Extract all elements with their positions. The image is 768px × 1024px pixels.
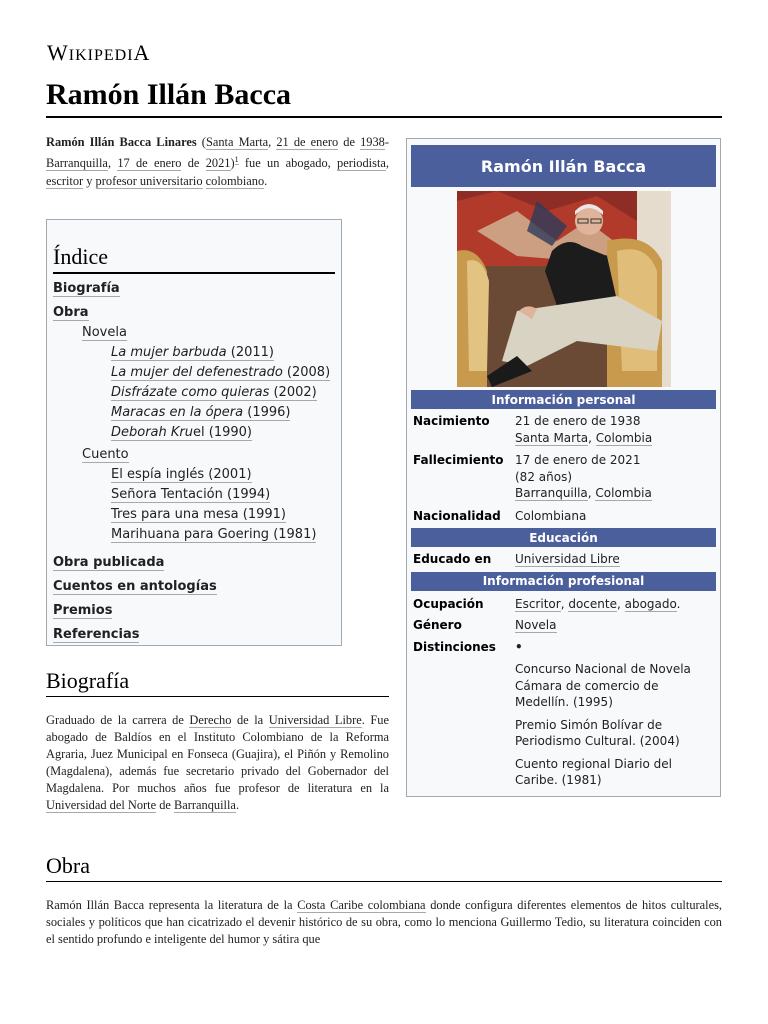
link-santa-marta[interactable]: Santa Marta <box>515 430 589 445</box>
infobox-value <box>515 596 714 613</box>
infobox-value <box>515 639 714 789</box>
lead-text: , <box>268 135 277 149</box>
toc-item-obra-publicada[interactable]: Obra publicada <box>53 555 165 570</box>
birth-date: 21 de enero de 1938 <box>515 414 641 428</box>
link-universidad-libre[interactable]: Universidad Libre <box>515 552 620 566</box>
separator: , <box>560 596 569 611</box>
biografia-paragraph <box>46 712 389 814</box>
lead-text: fue un abogado, <box>238 156 338 171</box>
toc-book-year: (2008) <box>282 365 331 380</box>
lead-text: y <box>83 174 96 189</box>
toc-book-year: (2011) <box>226 345 274 360</box>
toc-book-year: (1996) <box>243 405 291 420</box>
infobox-label: Nacimiento <box>413 414 490 428</box>
infobox-value: Colombiana <box>515 508 587 523</box>
toc-item-referencias[interactable]: Referencias <box>53 627 140 642</box>
toc-item-deborah-kruel[interactable] <box>111 425 252 441</box>
link-periodista[interactable]: periodista <box>337 156 386 171</box>
link-santa-marta[interactable]: Santa Marta <box>205 135 269 149</box>
toc-list <box>47 279 341 645</box>
link-universidad-libre[interactable]: Universidad Libre <box>268 713 362 727</box>
toc-item-premios[interactable]: Premios <box>53 603 113 618</box>
toc-book-title-rest: el <box>193 425 205 440</box>
award-item: Concurso Nacional de Novela Cámara de comercio de Medellín. (1995) <box>515 662 691 709</box>
infobox-value <box>515 551 714 568</box>
portrait-photo[interactable] <box>457 191 671 387</box>
infobox-label: Educado en <box>413 552 492 566</box>
link-derecho[interactable]: Derecho <box>189 713 232 727</box>
toc-book-year: (2002) <box>269 385 317 400</box>
link-barranquilla[interactable]: Barranquilla <box>46 156 108 171</box>
body-text: Graduado de la carrera de <box>46 713 190 727</box>
infobox-row-genero <box>413 617 714 634</box>
separator: , <box>588 430 596 445</box>
link-barranquilla[interactable]: Barranquilla <box>515 486 588 500</box>
table-of-contents <box>46 219 342 646</box>
toc-item-tres-para-una-mesa[interactable]: Tres para una mesa (1991) <box>111 507 286 522</box>
bullet: • <box>515 639 523 654</box>
link-birth-year[interactable]: 1938 <box>360 135 385 149</box>
obra-paragraph <box>46 897 722 948</box>
body-text: de la <box>231 713 269 727</box>
lead-text: , <box>107 156 118 171</box>
link-profesor-universitario[interactable]: profesor universitario <box>95 174 203 189</box>
toc-item-maracas-en-la-opera[interactable] <box>111 405 290 421</box>
body-text: . <box>235 798 240 812</box>
lead-text: de <box>181 156 206 171</box>
toc-item-disfrazate-como-quieras[interactable] <box>111 385 317 401</box>
link-birth-date[interactable]: 21 de enero <box>276 135 339 149</box>
infobox-row-distinciones <box>413 639 714 789</box>
reference-link[interactable]: 1 <box>234 155 239 164</box>
link-novela[interactable]: Novela <box>515 618 557 632</box>
lead-paragraph <box>46 133 389 190</box>
infobox-label: Nacionalidad <box>413 508 501 523</box>
infobox-row-educado-en <box>413 551 714 568</box>
wordmark-part: W <box>47 40 69 65</box>
link-escritor[interactable]: Escritor <box>515 596 561 611</box>
lead-text: ) <box>230 156 235 171</box>
separator: , <box>587 486 596 500</box>
toc-heading: Índice <box>53 244 335 274</box>
link-barranquilla[interactable]: Barranquilla <box>174 798 236 812</box>
infobox-section-educacion: Educación <box>411 528 716 547</box>
infobox-value <box>515 413 714 446</box>
body-text: . Fue abogado de Baldíos en el Instituto Colombiano de la Reforma Agraria, Juez Municipal en Fonseca (Guajira), el Piñón y Remolino (Magdalena), además fue secretario privado del Gobernador del Magdalena. Por muchos años fue profesor de literatura en la <box>46 713 389 795</box>
toc-item-cuento[interactable]: Cuento <box>82 447 129 462</box>
link-death-year[interactable]: 2021 <box>205 156 231 171</box>
wordmark-part: A <box>133 40 151 65</box>
toc-item-cuentos-en-antologias[interactable]: Cuentos en antologías <box>53 579 217 594</box>
body-text: de <box>156 798 174 812</box>
award-item: Cuento regional Diario del Caribe. (1981) <box>515 756 672 787</box>
infobox <box>406 138 721 797</box>
infobox-value <box>515 452 714 502</box>
infobox-label: Fallecimiento <box>413 453 504 467</box>
toc-book-title: La mujer barbuda <box>111 345 227 360</box>
infobox-row-fallecimiento <box>413 452 714 502</box>
toc-item-la-mujer-del-defenestrado[interactable] <box>111 365 330 381</box>
toc-book-title: La mujer del defenestrado <box>111 365 283 380</box>
body-text: Ramón Illán Bacca representa la literatura de la <box>46 898 298 912</box>
toc-book-title: Deborah Kru <box>111 425 194 440</box>
link-universidad-del-norte[interactable]: Universidad del Norte <box>46 798 157 812</box>
wikipedia-wordmark[interactable] <box>47 40 150 66</box>
link-colombia[interactable]: Colombia <box>595 486 652 500</box>
separator: , <box>616 596 625 611</box>
infobox-label: Género <box>413 618 462 632</box>
toc-item-obra[interactable]: Obra <box>53 305 89 320</box>
infobox-label: Ocupación <box>413 596 484 611</box>
lead-text: , <box>385 156 390 171</box>
infobox-value <box>515 617 714 634</box>
infobox-section-personal: Información personal <box>411 390 716 409</box>
toc-item-novela[interactable]: Novela <box>82 325 127 340</box>
link-escritor[interactable]: escritor <box>46 174 84 189</box>
link-colombia[interactable]: Colombia <box>595 430 653 445</box>
toc-book-title: Disfrázate como quieras <box>111 385 270 400</box>
lead-text: de <box>338 135 361 149</box>
toc-item-senora-tentacion[interactable]: Señora Tentación (1994) <box>111 487 271 502</box>
lead-bold-name: Ramón Illán Bacca Linares <box>46 135 197 149</box>
section-heading-biografia: Biografía <box>46 668 389 697</box>
body-text: donde configura diferentes elementos de hitos culturales, sociales y políticos que han cicatrizado el devenir histórico de su obra, como lo menciona Guillermo Tedio, su literatura coinciden con el sentido profundo e inteligente del humor y sátira que <box>46 898 723 946</box>
portrait-photo-drawing <box>457 191 671 387</box>
toc-item-la-mujer-barbuda[interactable] <box>111 345 274 361</box>
death-date: 17 de enero de 2021 <box>515 453 641 467</box>
toc-book-title: Maracas en la ópera <box>111 405 244 420</box>
page-title: Ramón Illán Bacca <box>46 78 722 118</box>
link-death-date[interactable]: 17 de enero <box>117 156 182 171</box>
infobox-section-profesional: Información profesional <box>411 572 716 591</box>
infobox-row-nacimiento <box>413 413 714 446</box>
toc-item-el-espia-ingles[interactable]: El espía inglés (2001) <box>111 467 252 482</box>
link-docente[interactable]: docente <box>568 596 617 611</box>
separator: . <box>676 596 681 611</box>
infobox-row-ocupacion <box>413 596 714 613</box>
section-heading-obra: Obra <box>46 853 722 882</box>
lead-text: - <box>384 135 389 149</box>
age-at-death: (82 años) <box>515 469 572 484</box>
toc-item-marihuana-para-goering[interactable]: Marihuana para Goering (1981) <box>111 527 317 542</box>
infobox-row-nacionalidad <box>413 508 714 525</box>
link-abogado[interactable]: abogado <box>624 596 677 611</box>
link-costa-caribe-colombiana[interactable]: Costa Caribe colombiana <box>297 898 426 912</box>
wordmark-part: IKIPEDI <box>68 47 134 64</box>
lead-text: ( <box>196 135 206 149</box>
infobox-title: Ramón Illán Bacca <box>411 145 716 187</box>
infobox-label: Distinciones <box>413 639 496 654</box>
toc-book-year: (1990) <box>204 425 253 440</box>
lead-text: . <box>264 174 268 189</box>
toc-item-biografia[interactable]: Biografía <box>53 281 120 296</box>
award-item: Premio Simón Bolívar de Periodismo Cultural. (2004) <box>515 717 680 748</box>
link-colombiano[interactable]: colombiano <box>205 174 265 189</box>
